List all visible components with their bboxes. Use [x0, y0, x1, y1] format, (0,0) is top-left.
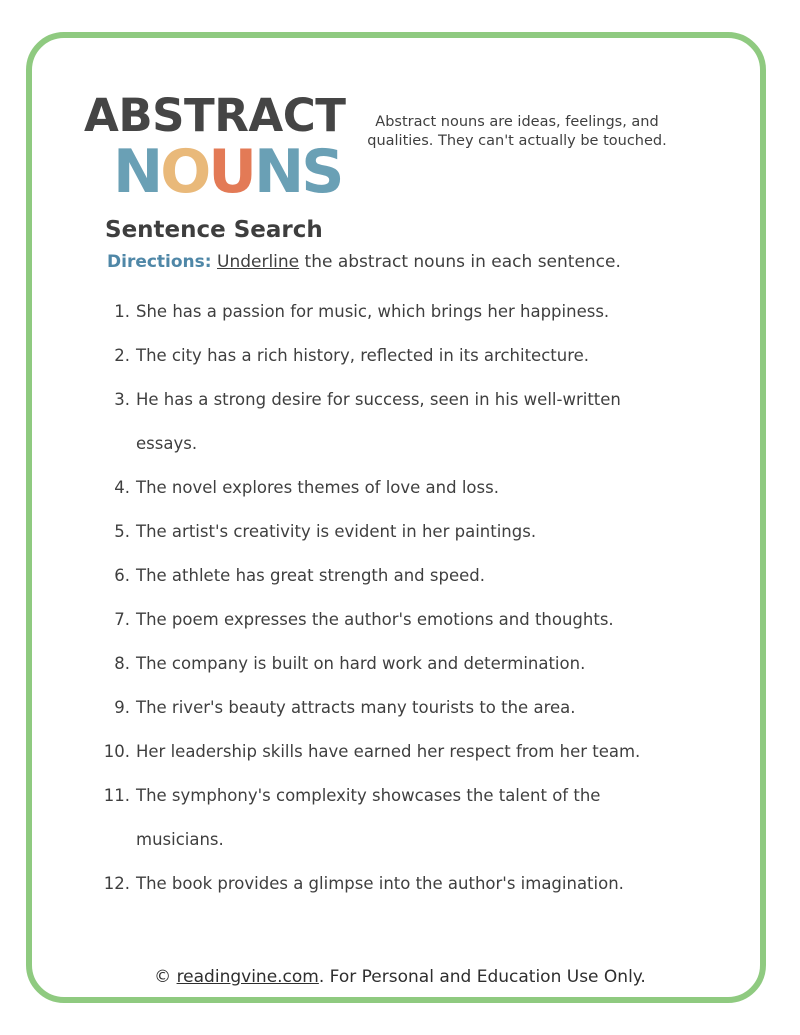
item-number: 2. [114, 346, 130, 365]
item-text: The symphony's complexity showcases the talent of the musicians. [136, 786, 601, 849]
item-text: The city has a rich history, reflected in its architecture. [136, 346, 590, 365]
item-number: 1. [114, 302, 130, 321]
item-number: 12. [103, 874, 130, 893]
item-text: The athlete has great strength and speed. [136, 566, 485, 585]
item-number: 6. [114, 566, 130, 585]
item-text: She has a passion for music, which brings her happiness. [136, 302, 610, 321]
item-number: 8. [114, 654, 130, 673]
title-letter: N [253, 137, 302, 207]
item-text: Her leadership skills have earned her respect from her team. [136, 742, 641, 761]
list-item [100, 378, 640, 466]
item-number: 5. [114, 522, 130, 541]
item-number: 10. [103, 742, 130, 761]
list-item [100, 598, 660, 642]
directions-underline-word: Underline [217, 252, 300, 272]
list-item [100, 730, 680, 774]
intro-text: Abstract nouns are ideas, feelings, and qualities. They can't actually be touched. [367, 114, 667, 149]
footer-rest: . For Personal and Education Use Only. [318, 967, 646, 987]
item-text: The company is built on hard work and determination. [136, 654, 586, 673]
list-item [100, 334, 660, 378]
item-text: The poem expresses the author's emotions and thoughts. [136, 610, 614, 629]
subtitle: Sentence Search [105, 217, 323, 243]
list-item [100, 554, 660, 598]
list-item [100, 290, 660, 334]
directions-label: Directions: [107, 252, 212, 272]
copyright-symbol: © [154, 967, 172, 987]
item-number: 3. [114, 390, 130, 409]
list-item [100, 686, 660, 730]
footer [0, 964, 800, 990]
list-item [100, 466, 660, 510]
item-number: 11. [103, 786, 130, 805]
list-item [100, 642, 660, 686]
title-letter: S [301, 137, 342, 207]
title-abstract: ABSTRACT [84, 89, 346, 142]
item-number: 4. [114, 478, 130, 497]
item-text: The artist's creativity is evident in her paintings. [136, 522, 537, 541]
item-number: 7. [114, 610, 130, 629]
item-text: He has a strong desire for success, seen in his well-written essays. [136, 390, 621, 453]
footer-site-link[interactable]: readingvine.com [176, 967, 319, 987]
list-item [100, 774, 640, 862]
list-item [100, 862, 680, 906]
title-letter: O [160, 137, 209, 207]
list-item [100, 510, 660, 554]
title-letter: U [208, 137, 254, 207]
directions-rest: the abstract nouns in each sentence. [299, 252, 621, 272]
item-text: The novel explores themes of love and loss. [136, 478, 499, 497]
title-letter: N [113, 137, 161, 207]
item-text: The river's beauty attracts many tourists to the area. [136, 698, 576, 717]
item-text: The book provides a glimpse into the author's imagination. [136, 874, 624, 893]
item-number: 9. [114, 698, 130, 717]
